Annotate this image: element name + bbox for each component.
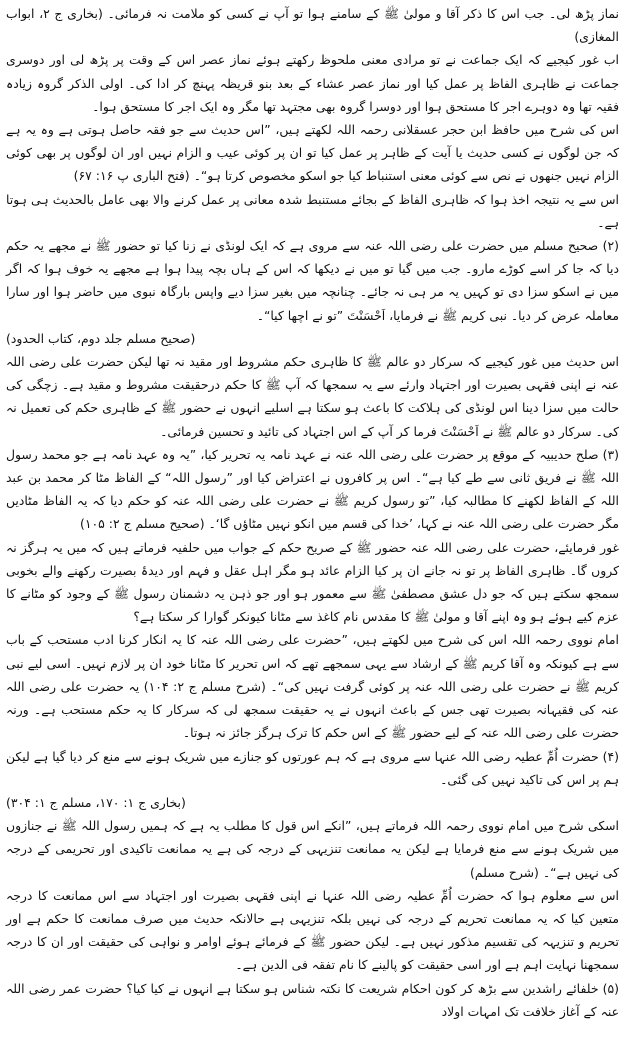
paragraph-12: اس سے معلوم ہوا کہ حضرت اُمِّ عطیہ رضی اللہ عنہا نے اپنی فقہی بصیرت اور اجتہاد سے اس ممانعت کا درجہ متعین کیا کہ یہ ممانعت تحریم کے درجہ کی نہیں بلکہ تنزیہی ہے حالانکہ حدیث میں صرف ممانعت کا حکم ہے اور تحریم و تنزیہہ کی تقسیم مذکور نہیں ہے۔ لیکن حضور ﷺ کے فرمائے ہوئے اوامر و نواہی کی حقیقت اور ان کا درجہ سمجھنا نہایت اہم ہے اور اسی حقیقت کو پالینے کا نام تفقہ فی الدین ہے۔ xyxy=(6,887,619,973)
paragraph-5: (۲) صحیح مسلم میں حضرت علی رضی اللہ عنہ سے مروی ہے کہ ایک لونڈی نے زنا کیا تو حضور ﷺ نے مجھے یہ حکم دیا کہ جا کر اسے کوڑے مارو۔ جب میں گیا تو میں نے دیکھا کہ اس کے ہاں بچہ پیدا ہوا ہے مجھے یہ خوف ہوا کہ اگر میں نے اسکو سزا دی تو کہیں یہ مر ہی نہ جائے۔ چنانچہ میں بغیر سزا دیے واپس بارگاہ نبوی میں حاضر ہوا اور سارا معاملہ عرض کر دیا۔ نبی کریم ﷺ نے فرمایا، اَحْسَنْتَ ”تو نے اچھا کیا“۔ xyxy=(6,238,619,323)
citation-5: (صحیح مسلم جلد دوم، کتاب الحدود) xyxy=(6,330,196,346)
paragraph-11: اسکی شرح میں امام نووی رحمہ اللہ فرماتے ہیں، ”انکے اس قول کا مطلب یہ ہے کہ ہمیں رسول اللہ ﷺ نے جنازوں میں شریک ہونے سے منع فرمایا ہے لیکن یہ ممانعت تنزیہی کے درجہ کی ہے یہ ممانعت تاکیدی اور تحریمی کے درجہ کی نہیں ہے“۔ (شرح مسلم) xyxy=(6,818,619,880)
paragraph-10: (۴) حضرت اُمِّ عطیہ رضی اللہ عنہا سے مروی ہے کہ ہم عورتوں کو جنازے میں شریک ہونے سے منع کر دیا گیا ہے لیکن ہم پر اس کی تاکید نہیں کی گئی۔ xyxy=(6,748,619,787)
paragraph-7: (۳) صلح حدیبیہ کے موقع پر حضرت علی رضی اللہ عنہ نے عہد نامہ یہ تحریر کیا، ”یہ وہ عہد نامہ ہے جو محمد رسول اللہ ﷺ نے فریق ثانی سے طے کیا ہے“۔ اس پر کافروں نے اعتراض کیا اور ”رسول اللہ“ کے الفاظ مٹا کر محمد بن عبد اللہ کے الفاظ لکھنے کا مطالبہ کیا، ”تو رسول کریم ﷺ نے حضرت علی رضی اللہ عنہ کو حکم دیا کہ یہ الفاظ مٹادیں مگر حضرت علی رضی اللہ عنہ نے کہا، ’خدا کی قسم میں انکو نہیں مٹاؤں گا‘۔ (صحیح مسلم ج ۲: ۱۰۵) xyxy=(6,446,619,532)
paragraph-6: اس حدیث میں غور کیجیے کہ سرکار دو عالم ﷺ کا ظاہری حکم مشروط اور مقید نہ تھا لیکن حضرت علی رضی اللہ عنہ نے اپنی فقہی بصیرت اور اجتہاد وارئے سے یہ سمجھا کہ آپ ﷺ کا حکم درحقیقت مشروط و مقید ہے۔ زچگی کی حالت میں سزا دینا اس لونڈی کی ہلاکت کا باعث ہو سکتا ہے اسلیے انہوں نے حضور ﷺ کے ظاہری حکم کی تعمیل نہ کی۔ سرکار دو عالم ﷺ نے اَحْسَنْتَ فرما کر آپ کے اس اجتہاد کی تائید و تحسین فرمائی۔ xyxy=(6,354,619,439)
paragraph-2: اب غور کیجیے کہ ایک جماعت نے تو مرادی معنی ملحوظ رکھتے ہوئے نماز عصر اس کے وقت پر پڑھ لی اور دوسری جماعت نے ظاہری الفاظ پر عمل کیا اور نماز عصر عشاء کے بعد بنو قریظہ پہنچ کر ادا کی۔ اولی الذکر گروہ زیادہ فقیہ تھا وہ دوہرے اجر کا مستحق ہوا اور دوسرا گروہ بھی مجتہد تھا مگر وہ ایک اجر کا مستحق ہوا۔ xyxy=(6,52,619,114)
paragraph-3: اس کی شرح میں حافظ ابن حجر عسقلانی رحمہ اللہ لکھتے ہیں، ”اس حدیث سے جو فقہ حاصل ہوتی ہے وہ یہ ہے کہ جن لوگوں نے کسی حدیث یا آیت کے ظاہر پر عمل کیا تو ان پر کوئی عیب و الزام نہیں اور ان لوگوں پر بھی کوئی الزام نہیں جنھوں نے نص سے کوئی معنی استنباط کیا جو اسکو مخصوص کرتا ہو“۔ (فتح الباری پ ۱۶: ۶۷) xyxy=(6,122,619,184)
citation-10: (بخاری ج ۱: ۱۷۰، مسلم ج ۱: ۳۰۴) xyxy=(6,794,186,810)
paragraph-9: امام نووی رحمہ اللہ اس کی شرح میں لکھتے ہیں، ”حضرت علی رضی اللہ عنہ کا یہ انکار کرنا ادب مستحب کے باب سے ہے کیونکہ وہ آقا کریم ﷺ کے ارشاد سے یہی سمجھے تھے کہ اس تحریر کا مٹانا خود ان پر لازم نہیں۔ اسی لیے نبی کریم ﷺ نے حضرت علی رضی اللہ عنہ پر کوئی گرفت نہیں کی“۔ (شرح مسلم ج ۲: ۱۰۴) یہ حضرت علی رضی اللہ عنہ کی فقیہانہ بصیرت تھی جس کے باعث انہوں نے یہ حقیقت سمجھ لی کہ سرکار کا یہ حکم مستحب ہے۔ ورنہ حضرت علی رضی اللہ عنہ کے لیے حضور ﷺ کے اس حکم کا ترک ہرگز جائز نہ ہوتا۔ xyxy=(6,632,619,741)
paragraph-8: غور فرمایئے، حضرت علی رضی اللہ عنہ حضور ﷺ کے صریح حکم کے جواب میں حلفیہ فرماتے ہیں کہ میں یہ ہرگز نہ کروں گا۔ ظاہری الفاظ پر تو نہ جانے ان پر کیا الزام عائد ہو مگر اہل عقل و فہم اور دیدۂ بصیرت رکھنے والے بخوبی سمجھ سکتے ہیں کہ جو دل عشق مصطفیٰ ﷺ سے معمور ہو اور جو ذہن یہ دشمنان رسول ﷺ کے وجود کو مٹانے کا عزم کیے ہوئے ہو وہ اپنے آقا و مولیٰ ﷺ کا مقدس نام کاغذ سے مٹانا کیونکر گوارا کر سکتا ہے؟ xyxy=(6,539,619,625)
paragraph-4: اس سے یہ نتیجہ اخذ ہوا کہ ظاہری الفاظ کے بجائے مستنبط شدہ معانی پر عمل کرنے والا بھی عامل بالحدیث ہی ہوتا ہے۔ xyxy=(6,191,619,230)
paragraph-13: (۵) خلفائے راشدین سے بڑھ کر کون احکام شریعت کا نکتہ شناس ہو سکتا ہے انہوں نے کیا کیا؟ حضرت عمر رضی اللہ عنہ کے آغاز خلافت تک امہات اولاد xyxy=(6,980,619,1019)
paragraph-1: نماز پڑھ لی۔ جب اس کا ذکر آقا و مولیٰ ﷺ کے سامنے ہوا تو آپ نے کسی کو ملامت نہ فرمائی۔ (بخاری ج ۲، ابواب المغازی) xyxy=(6,6,619,45)
